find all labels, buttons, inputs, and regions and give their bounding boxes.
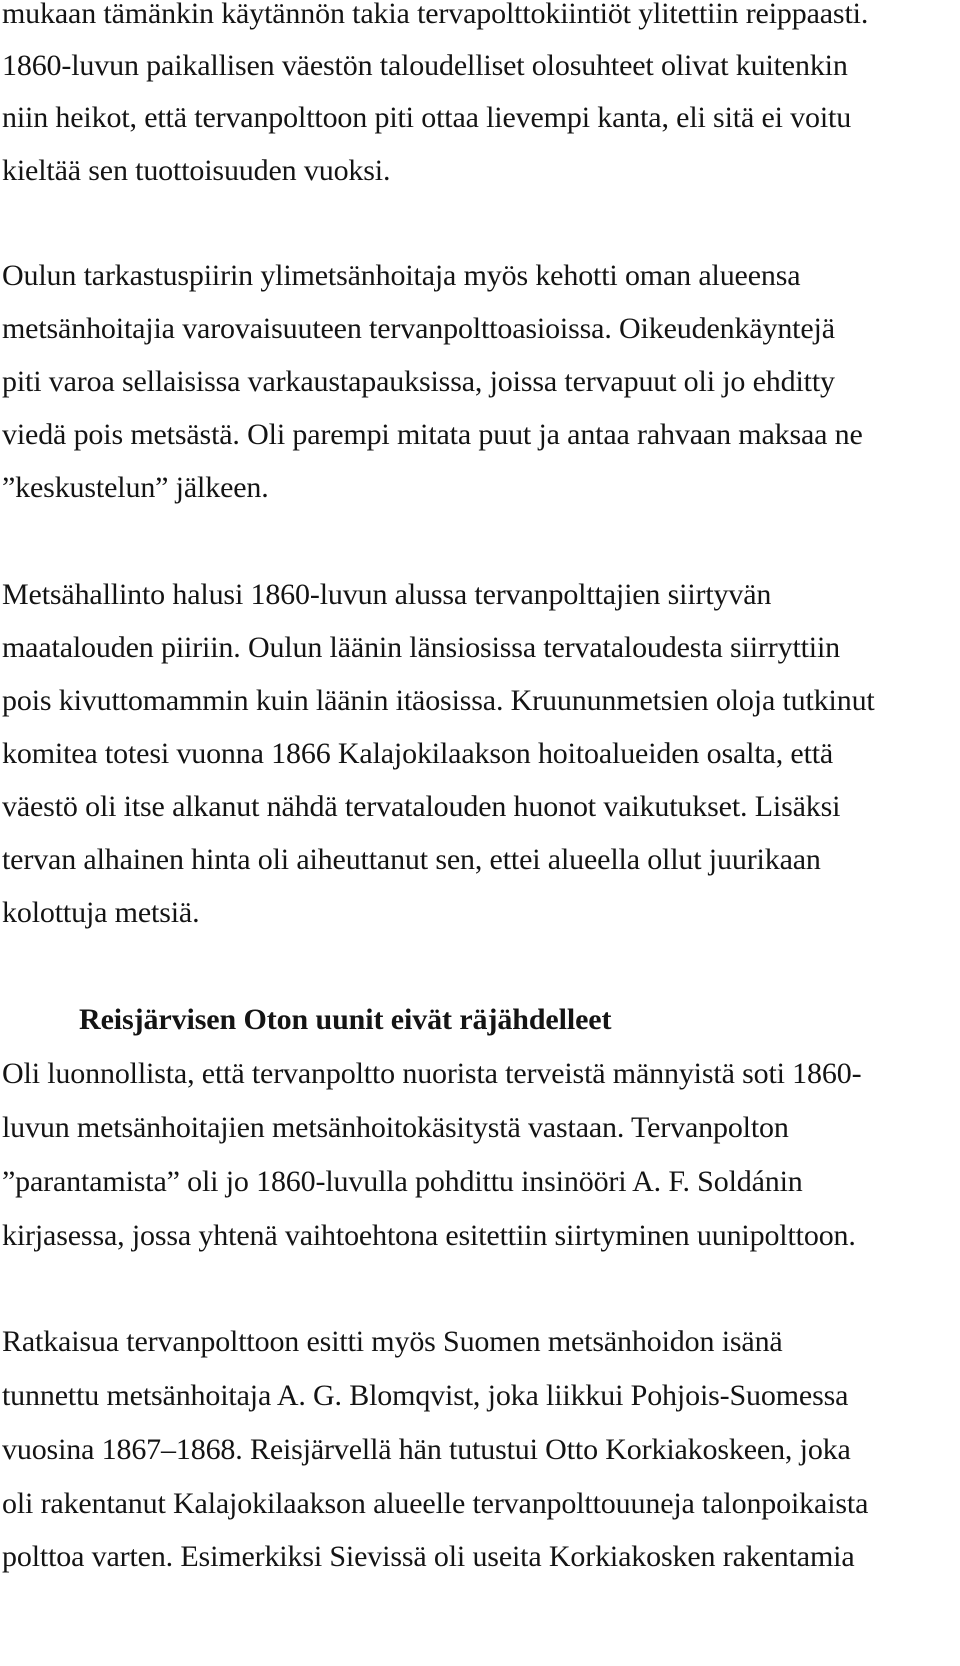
text-line: ”parantamista” oli jo 1860-luvulla pohdittu insinööri A. F. Soldánin: [2, 1165, 803, 1198]
text-line: kirjasessa, jossa yhtenä vaihtoehtona esitettiin siirtyminen uunipolttoon.: [2, 1219, 856, 1252]
text-line: niin heikot, että tervanpolttoon piti ottaa lievempi kanta, eli sitä ei voitu: [2, 101, 852, 134]
text-line: metsänhoitajia varovaisuuteen tervanpolttoasioissa. Oikeudenkäyntejä: [2, 312, 835, 345]
text-line: polttoa varten. Esimerkiksi Sievissä oli useita Korkiakosken rakentamia: [2, 1540, 855, 1573]
text-line: ”keskustelun” jälkeen.: [2, 471, 269, 504]
text-line: Oulun tarkastuspiirin ylimetsänhoitaja myös kehotti oman alueensa: [2, 259, 801, 292]
text-line: vuosina 1867–1868. Reisjärvellä hän tutustui Otto Korkiakoskeen, joka: [2, 1433, 851, 1466]
text-line: kieltää sen tuottoisuuden vuoksi.: [2, 154, 391, 187]
text-line: 1860-luvun paikallisen väestön taloudelliset olosuhteet olivat kuitenkin: [2, 49, 848, 82]
text-line: mukaan tämänkin käytännön takia tervapolttokiintiöt ylitettiin reippaasti.: [2, 0, 869, 30]
text-line: pois kivuttomammin kuin läänin itäosissa. Kruununmetsien oloja tutkinut: [2, 684, 875, 717]
section-heading: Reisjärvisen Oton uunit eivät räjähdelleet: [79, 1003, 612, 1036]
text-line: tervan alhainen hinta oli aiheuttanut sen, ettei alueella ollut juurikaan: [2, 843, 821, 876]
text-line: Metsähallinto halusi 1860-luvun alussa tervanpolttajien siirtyvän: [2, 578, 772, 611]
text-line: kolottuja metsiä.: [2, 896, 200, 929]
text-line: väestö oli itse alkanut nähdä tervatalouden huonot vaikutukset. Lisäksi: [2, 790, 841, 823]
text-line: Ratkaisua tervanpolttoon esitti myös Suomen metsänhoidon isänä: [2, 1325, 783, 1358]
text-line: Oli luonnollista, että tervanpoltto nuorista terveistä männyistä soti 1860-: [2, 1057, 862, 1090]
text-line: komitea totesi vuonna 1866 Kalajokilaakson hoitoalueiden osalta, että: [2, 737, 834, 770]
text-line: luvun metsänhoitajien metsänhoitokäsitystä vastaan. Tervanpolton: [2, 1111, 789, 1144]
text-line: maatalouden piiriin. Oulun läänin länsiosissa tervataloudesta siirryttiin: [2, 631, 841, 664]
text-line: oli rakentanut Kalajokilaakson alueelle tervanpolttouuneja talonpoikaista: [2, 1487, 869, 1520]
text-line: piti varoa sellaisissa varkaustapauksissa, joissa tervapuut oli jo ehditty: [2, 365, 835, 398]
text-line: tunnettu metsänhoitaja A. G. Blomqvist, joka liikkui Pohjois-Suomessa: [2, 1379, 849, 1412]
text-line: viedä pois metsästä. Oli parempi mitata puut ja antaa rahvaan maksaa ne: [2, 418, 863, 451]
